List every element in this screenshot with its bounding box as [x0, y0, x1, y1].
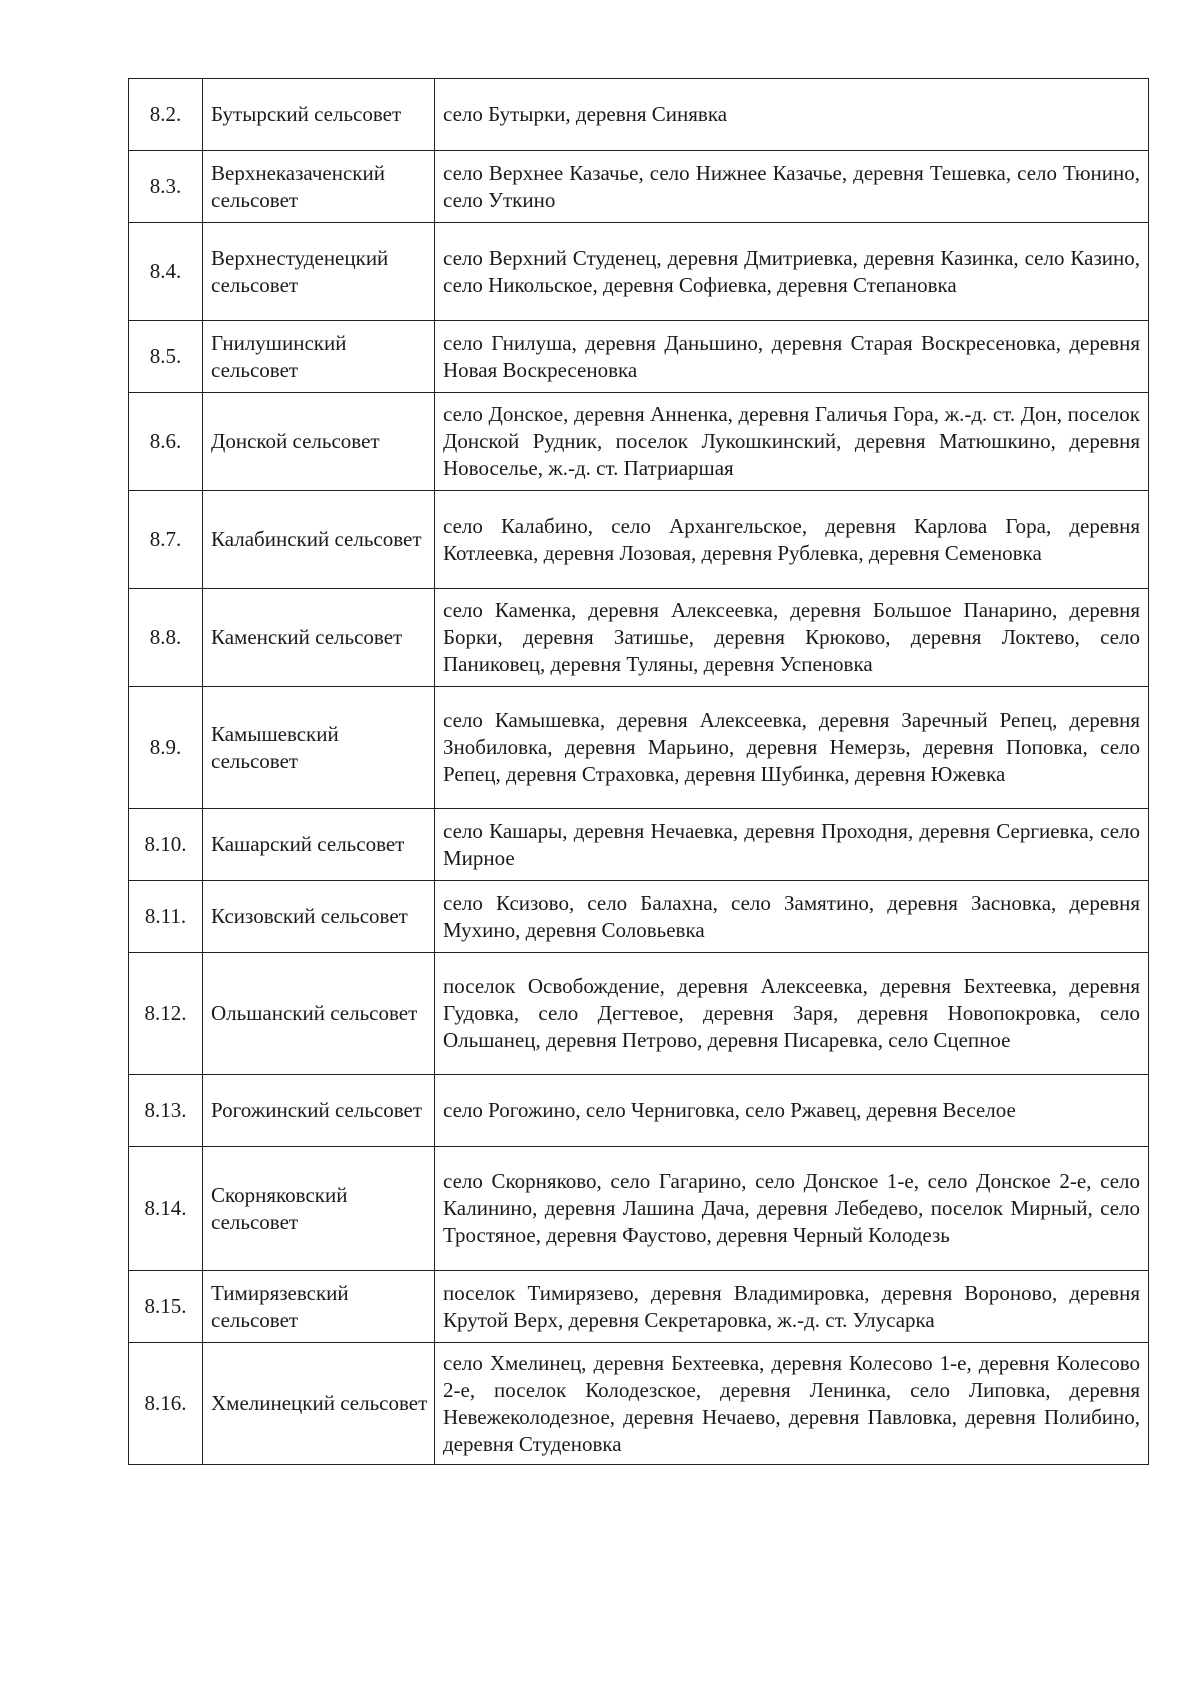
row-number: 8.4.: [129, 223, 203, 321]
settlements-list: село Кашары, деревня Нечаевка, деревня Проходня, деревня Сергиевка, село Мирное: [435, 809, 1149, 881]
table-row: [129, 491, 1149, 589]
row-number: 8.11.: [129, 881, 203, 953]
council-name: Гнилушинский сельсовет: [203, 321, 435, 393]
row-number: 8.3.: [129, 151, 203, 223]
council-name: Ольшанский сельсовет: [203, 953, 435, 1075]
settlements-list: село Гнилуша, деревня Даньшино, деревня Старая Воскресеновка, деревня Новая Воскресеновка: [435, 321, 1149, 393]
council-name: Кашарский сельсовет: [203, 809, 435, 881]
table-row: [129, 151, 1149, 223]
row-number: 8.7.: [129, 491, 203, 589]
settlements-list: село Донское, деревня Анненка, деревня Галичья Гора, ж.-д. ст. Дон, поселок Донской Рудник, поселок Лукошкинский, деревня Матюшкино, деревня Новоселье, ж.-д. ст. Патриаршая: [435, 393, 1149, 491]
row-number: 8.15.: [129, 1271, 203, 1343]
table-row: [129, 321, 1149, 393]
row-number: 8.5.: [129, 321, 203, 393]
settlements-list: поселок Тимирязево, деревня Владимировка, деревня Вороново, деревня Крутой Верх, деревня Секретаровка, ж.-д. ст. Улусарка: [435, 1271, 1149, 1343]
table-row: [129, 881, 1149, 953]
row-number: 8.12.: [129, 953, 203, 1075]
table-row: [129, 1271, 1149, 1343]
council-name: Скорняковский сельсовет: [203, 1147, 435, 1271]
settlements-list: село Верхнее Казачье, село Нижнее Казачье, деревня Тешевка, село Тюнино, село Уткино: [435, 151, 1149, 223]
settlements-list: село Ксизово, село Балахна, село Замятино, деревня Засновка, деревня Мухино, деревня Соловьевка: [435, 881, 1149, 953]
table-row: [129, 809, 1149, 881]
council-name: Рогожинский сельсовет: [203, 1075, 435, 1147]
council-name: Бутырский сельсовет: [203, 79, 435, 151]
row-number: 8.16.: [129, 1343, 203, 1465]
table-row: [129, 953, 1149, 1075]
settlements-list: село Верхний Студенец, деревня Дмитриевка, деревня Казинка, село Казино, село Никольское, деревня Софиевка, деревня Степановка: [435, 223, 1149, 321]
table-row: [129, 1147, 1149, 1271]
council-name: Ксизовский сельсовет: [203, 881, 435, 953]
table-row: [129, 393, 1149, 491]
table-row: [129, 1075, 1149, 1147]
council-name: Камышевский сельсовет: [203, 687, 435, 809]
table-row: [129, 1343, 1149, 1465]
row-number: 8.13.: [129, 1075, 203, 1147]
settlements-list: село Камышевка, деревня Алексеевка, деревня Заречный Репец, деревня Знобиловка, деревня Марьино, деревня Немерзь, деревня Поповка, село Репец, деревня Страховка, деревня Шубинка, деревня Южевка: [435, 687, 1149, 809]
council-name: Донской сельсовет: [203, 393, 435, 491]
council-name: Тимирязевский сельсовет: [203, 1271, 435, 1343]
council-name: Хмелинецкий сельсовет: [203, 1343, 435, 1465]
table-row: [129, 589, 1149, 687]
row-number: 8.10.: [129, 809, 203, 881]
settlements-list: село Скорняково, село Гагарино, село Донское 1-е, село Донское 2-е, село Калинино, деревня Лашина Дача, деревня Лебедево, поселок Мирный, село Тростяное, деревня Фаустово, деревня Черный Колодезь: [435, 1147, 1149, 1271]
council-name: Каменский сельсовет: [203, 589, 435, 687]
council-name: Верхнеказаченский сельсовет: [203, 151, 435, 223]
row-number: 8.9.: [129, 687, 203, 809]
table-row: [129, 79, 1149, 151]
settlements-table: [128, 78, 1149, 1465]
settlements-list: поселок Освобождение, деревня Алексеевка, деревня Бехтеевка, деревня Гудовка, село Дегтевое, деревня Заря, деревня Новопокровка, село Ольшанец, деревня Петрово, деревня Писаревка, село Сцепное: [435, 953, 1149, 1075]
row-number: 8.6.: [129, 393, 203, 491]
settlements-list: село Калабино, село Архангельское, деревня Карлова Гора, деревня Котлеевка, деревня Лозовая, деревня Рублевка, деревня Семеновка: [435, 491, 1149, 589]
table-row: [129, 687, 1149, 809]
row-number: 8.2.: [129, 79, 203, 151]
settlements-list: село Рогожино, село Черниговка, село Ржавец, деревня Веселое: [435, 1075, 1149, 1147]
settlements-list: село Бутырки, деревня Синявка: [435, 79, 1149, 151]
council-name: Верхнестуденецкий сельсовет: [203, 223, 435, 321]
table-body: [129, 79, 1149, 1465]
row-number: 8.14.: [129, 1147, 203, 1271]
settlements-list: село Хмелинец, деревня Бехтеевка, деревня Колесово 1-е, деревня Колесово 2-е, поселок Колодезское, деревня Ленинка, село Липовка, деревня Невежеколодезное, деревня Нечаево, деревня Павловка, деревня Полибино, деревня Студеновка: [435, 1343, 1149, 1465]
settlements-list: село Каменка, деревня Алексеевка, деревня Большое Панарино, деревня Борки, деревня Затишье, деревня Крюково, деревня Локтево, село Паниковец, деревня Туляны, деревня Успеновка: [435, 589, 1149, 687]
table-row: [129, 223, 1149, 321]
row-number: 8.8.: [129, 589, 203, 687]
council-name: Калабинский сельсовет: [203, 491, 435, 589]
